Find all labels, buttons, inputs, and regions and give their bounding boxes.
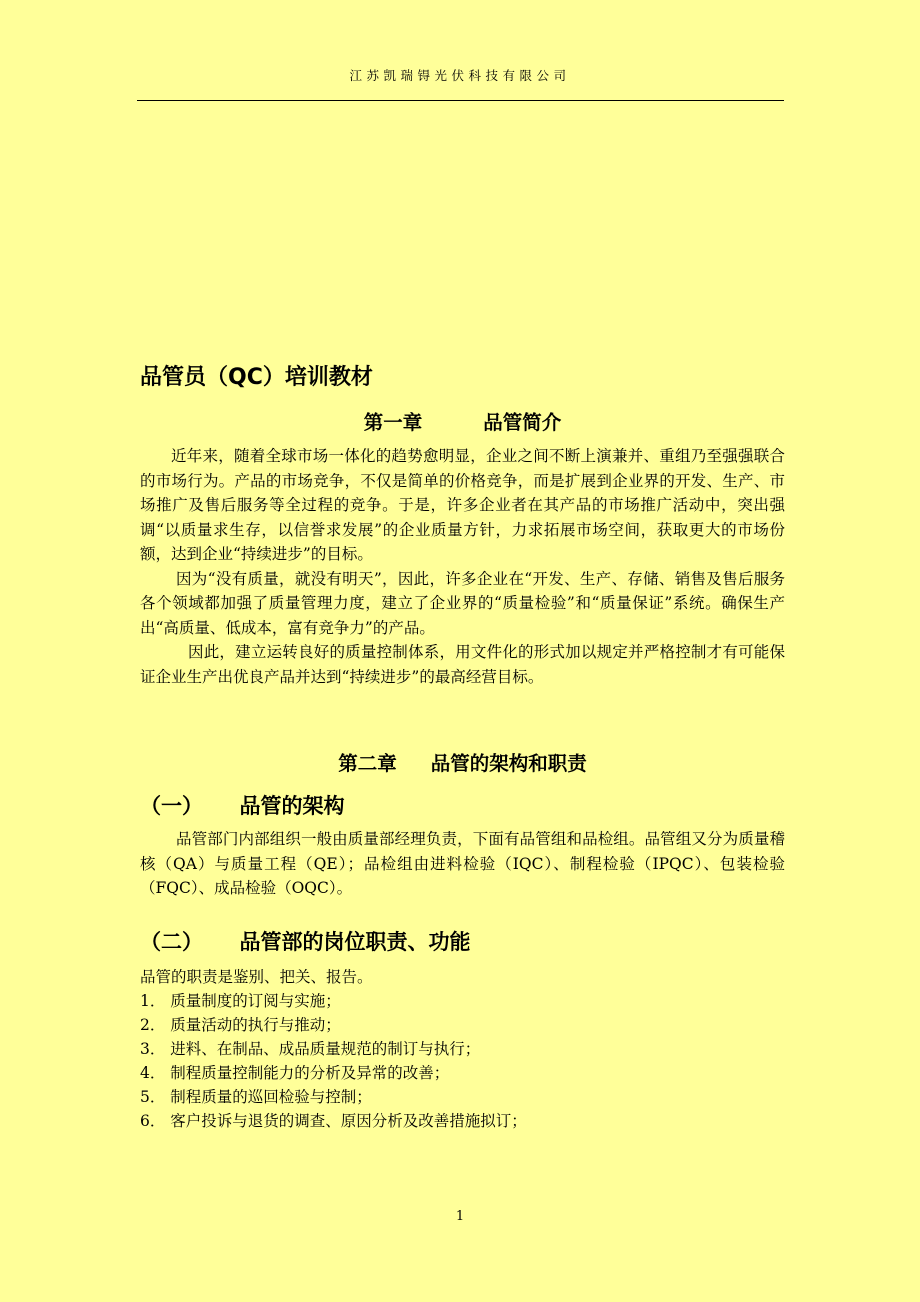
chapter-1-paragraph: 因为“没有质量，就没有明天”，因此，许多企业在“开发、生产、存储、销售及售后服务各个领域都加强了质量管理力度，建立了企业界的“质量检验”和“质量保证”系统。确保生产出“高质量、低成本，富有竞争力”的产品。 <box>140 569 785 637</box>
section-1-paragraph: 品管部门内部组织一般由质量部经理负责，下面有品管组和品检组。品管组又分为质量稽核（QA）与质量工程（QE）；品检组由进料检验（IQC）、制程检验（IPQC）、包装检验（FQC）、成品检验（OQC）。 <box>140 830 785 897</box>
list-item: 1． 质量制度的订阅与实施； <box>140 991 341 1010</box>
document-title: 品管员（QC）培训教材 <box>140 365 373 390</box>
page-header-company: 江苏凯瑞锝光伏科技有限公司 <box>349 68 571 83</box>
section-2-heading: （二） 品管部的岗位职责、功能 <box>140 929 471 954</box>
list-item: 3． 进料、在制品、成品质量规范的制订与执行； <box>140 1039 481 1058</box>
page-number: 1 <box>455 1209 465 1224</box>
chapter-1-paragraph: 因此，建立运转良好的质量控制体系，用文件化的形式加以规定并严格控制才有可能保证企业生产出优良产品并达到“持续进步”的最高经营目标。 <box>140 643 785 686</box>
chapter-1-paragraph: 近年来，随着全球市场一体化的趋势愈明显，企业之间不断上演兼并、重组乃至强强联合的市场行为。产品的市场竞争，不仅是简单的价格竞争，而是扩展到企业界的开发、生产、市场推广及售后服务等全过程的竞争。于是，许多企业者在其产品的市场推广活动中，突出强调“以质量求生存，以信誉求发展”的企业质量方针，力求拓展市场空间，获取更大的市场份额，达到企业“持续进步”的目标。 <box>140 447 785 563</box>
section-2-intro: 品管的职责是鉴别、把关、报告。 <box>140 967 373 986</box>
chapter-2-heading: 第二章 品管的架构和职责 <box>338 752 587 775</box>
duties-list <box>140 989 785 1133</box>
list-item: 2． 质量活动的执行与推动； <box>140 1015 341 1034</box>
list-item: 5． 制程质量的巡回检验与控制； <box>140 1087 372 1106</box>
section-1-heading: （一） 品管的架构 <box>140 794 345 818</box>
header-divider <box>137 100 784 101</box>
chapter-1-heading: 第一章 品管简介 <box>363 411 562 434</box>
list-item: 4． 制程质量控制能力的分析及异常的改善； <box>140 1063 450 1082</box>
document-body <box>140 358 785 1133</box>
list-item: 6． 客户投诉与退货的调查、原因分析及改善措施拟订； <box>140 1111 527 1130</box>
